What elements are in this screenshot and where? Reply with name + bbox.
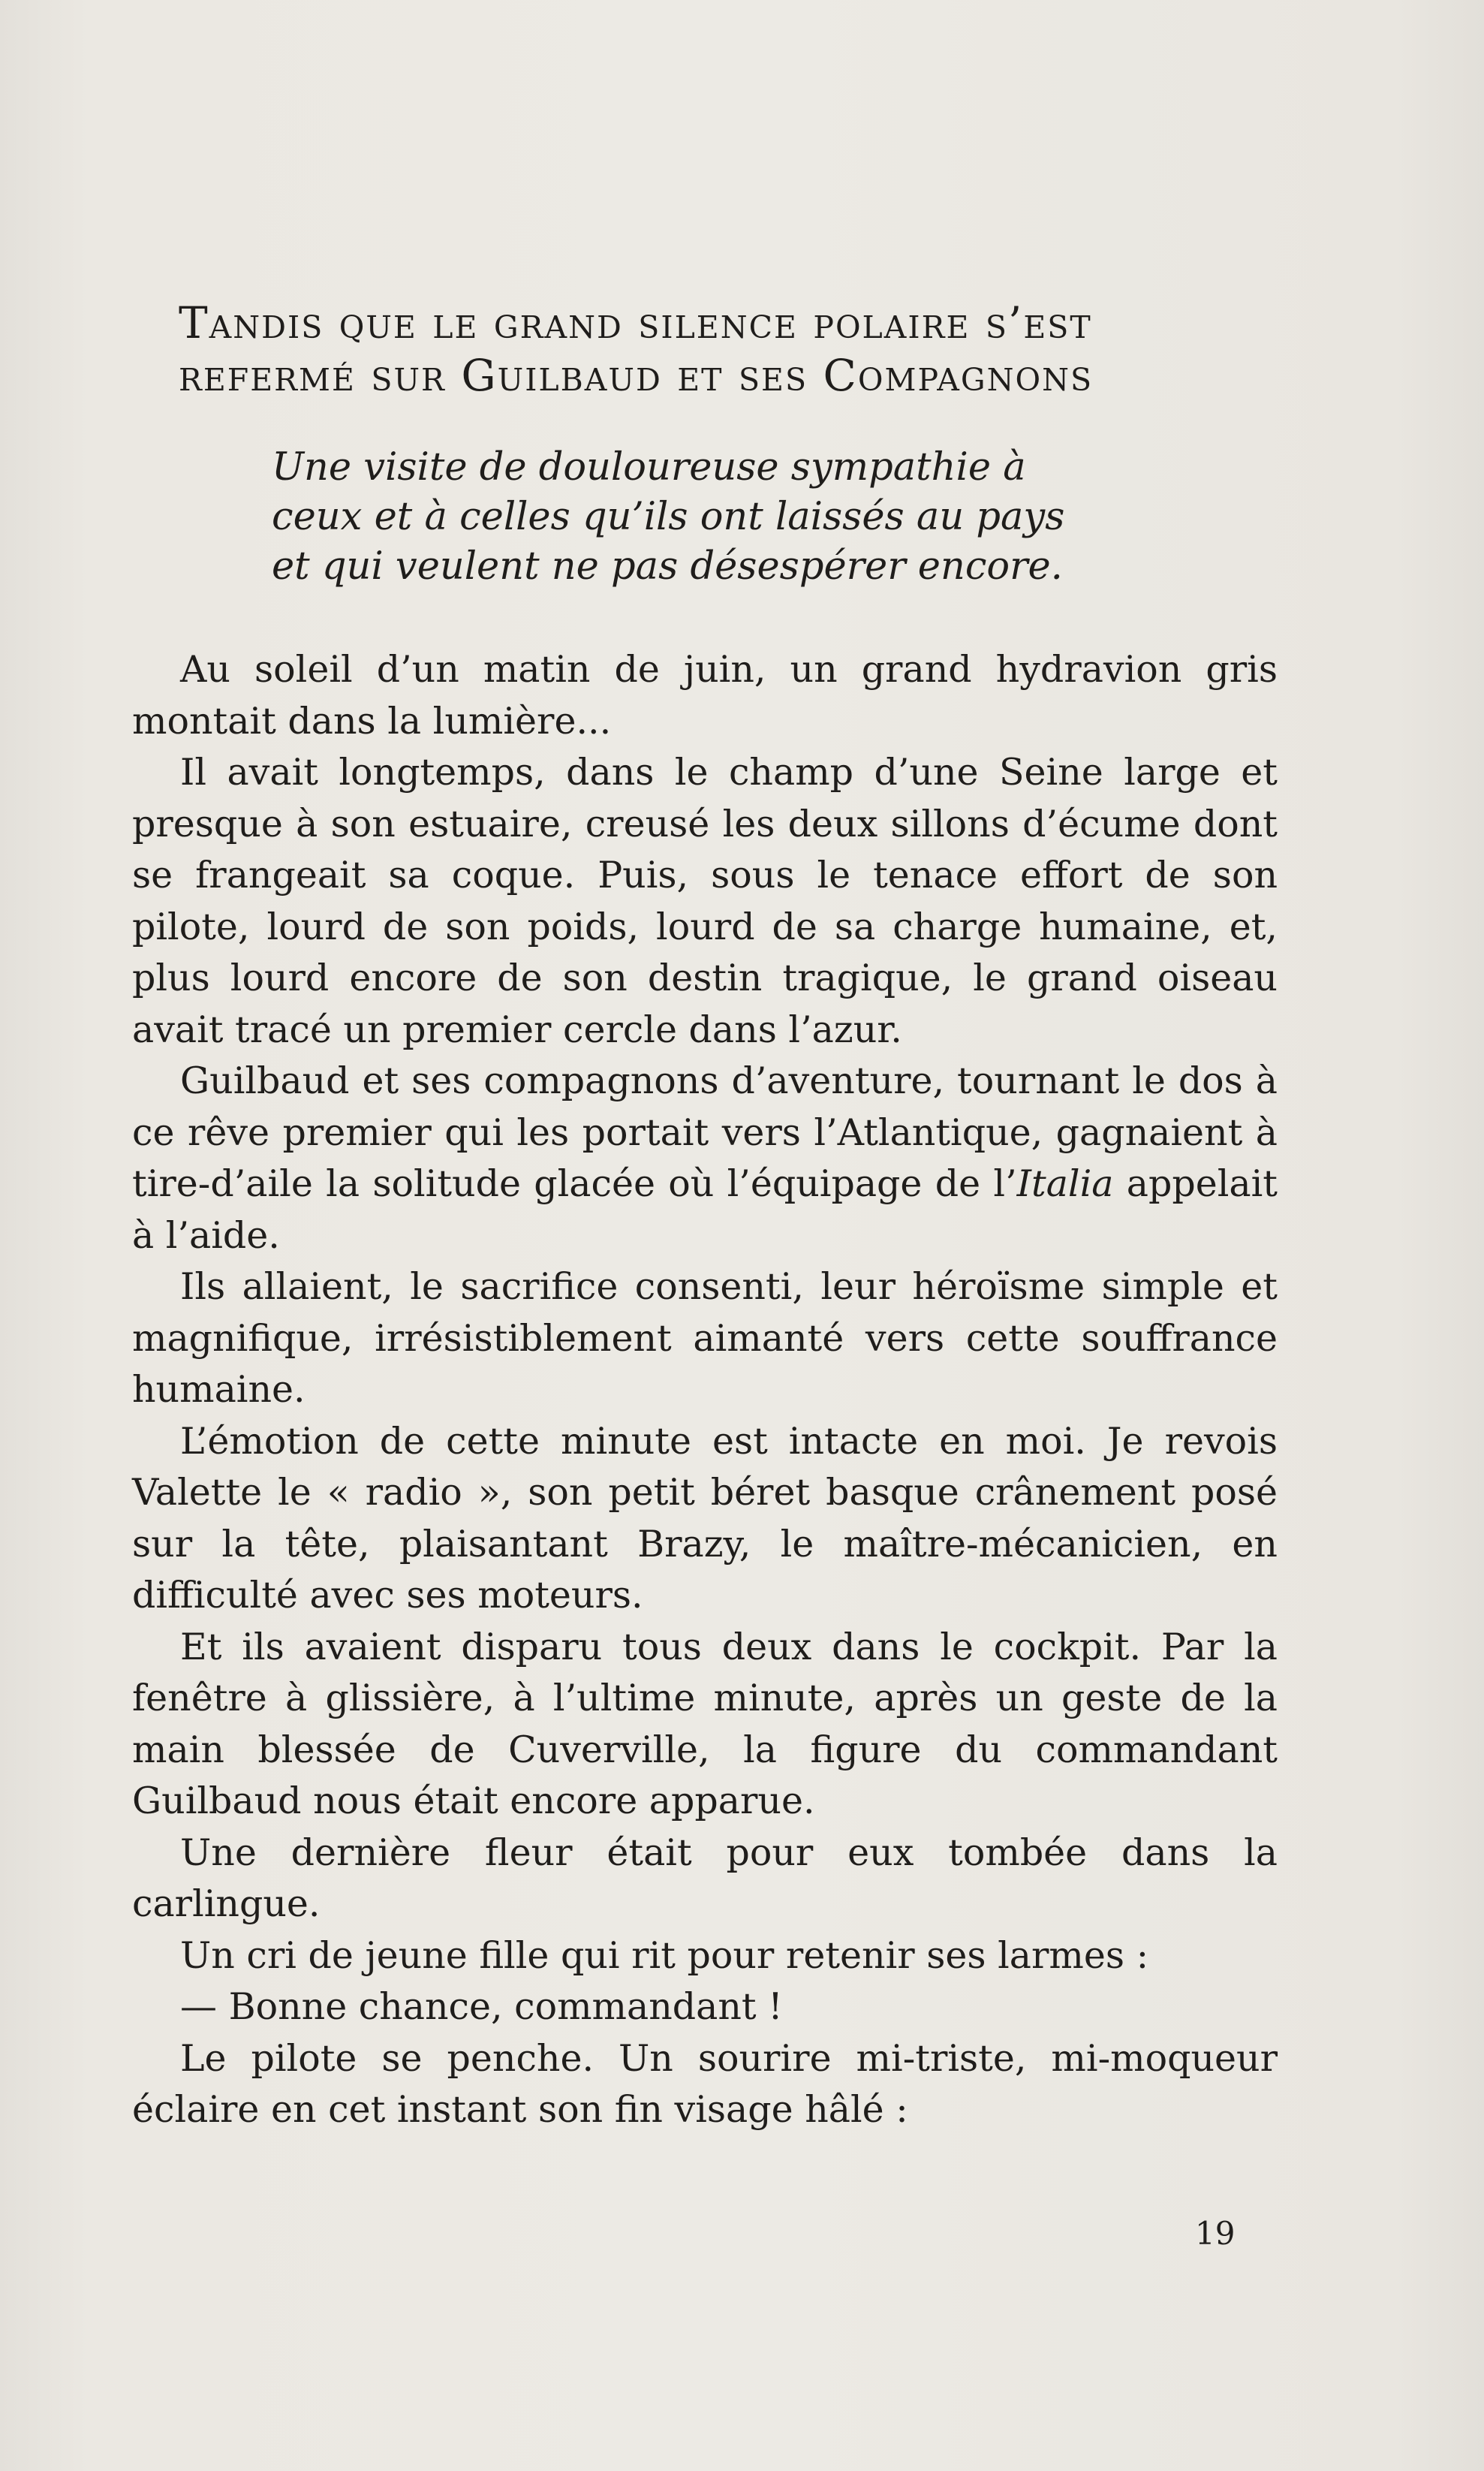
page-number: 19: [1195, 2215, 1236, 2252]
heading-line-1: Tandis que le grand silence polaire s’est: [179, 297, 1092, 348]
paragraph-1: Au soleil d’un matin de juin, un grand hydravion gris montait dans la lumière...: [132, 648, 1278, 743]
paragraph-3-text-before: Guilbaud et ses compagnons d’aventure, tournant le dos à ce rêve premier qui les portait vers l’Atlantique, gagnaient à tire-d’aile la solitude glacée où l’équipage de l’: [132, 1059, 1278, 1205]
chapter-epigraph: [272, 443, 1285, 592]
paragraph-3-text-after: appelait à l’aide.: [132, 1162, 1278, 1257]
paragraph-9: — Bonne chance, commandant !: [180, 1985, 783, 2028]
paragraph-8: Un cri de jeune fille qui rit pour retenir ses larmes :: [180, 1933, 1149, 1977]
epigraph-line-3: et qui veulent ne pas désespérer encore.: [272, 544, 1063, 589]
paragraph-10: Le pilote se penche. Un sourire mi-triste, mi-moqueur éclaire en cet instant son fin visage hâlé :: [132, 2036, 1278, 2131]
ship-name-italia: Italia: [1016, 1162, 1114, 1205]
paragraph-4: Ils allaient, le sacrifice consenti, leur héroïsme simple et magnifique, irrésistiblement aimanté vers cette souffrance humaine.: [132, 1265, 1278, 1411]
paragraph-6: Et ils avaient disparu tous deux dans le cockpit. Par la fenêtre à glissière, à l’ultime minute, après un geste de la main blessée de Cuverville, la figure du commandant Guilbaud nous était encore apparue.: [132, 1625, 1278, 1822]
paragraph-2: Il avait longtemps, dans le champ d’une Seine large et presque à son estuaire, creusé les deux sillons d’écume dont se frangeait sa coque. Puis, sous le tenace effort de son pilote, lourd de son poids, lourd de sa charge humaine, et, plus lourd encore de son destin tragique, le grand oiseau avait tracé un premier cercle dans l’azur.: [132, 751, 1278, 1051]
epigraph-line-1: Une visite de douloureuse sympathie à: [272, 445, 1026, 490]
paragraph-5: L’émotion de cette minute est intacte en moi. Je revois Valette le « radio », son petit béret basque crânement posé sur la tête, plaisantant Brazy, le maître-mécanicien, en difficulté avec ses moteurs.: [132, 1419, 1278, 1617]
epigraph-line-2: ceux et à celles qu’ils ont laissés au pays: [272, 495, 1065, 539]
paragraph-3: [132, 1056, 1278, 1261]
heading-line-2: refermé sur Guilbaud et ses Compagnons: [179, 350, 1094, 401]
body-text: [132, 644, 1278, 2136]
paragraph-7: Une dernière fleur était pour eux tombée dans la carlingue.: [132, 1831, 1278, 1925]
chapter-heading: [179, 297, 1305, 402]
